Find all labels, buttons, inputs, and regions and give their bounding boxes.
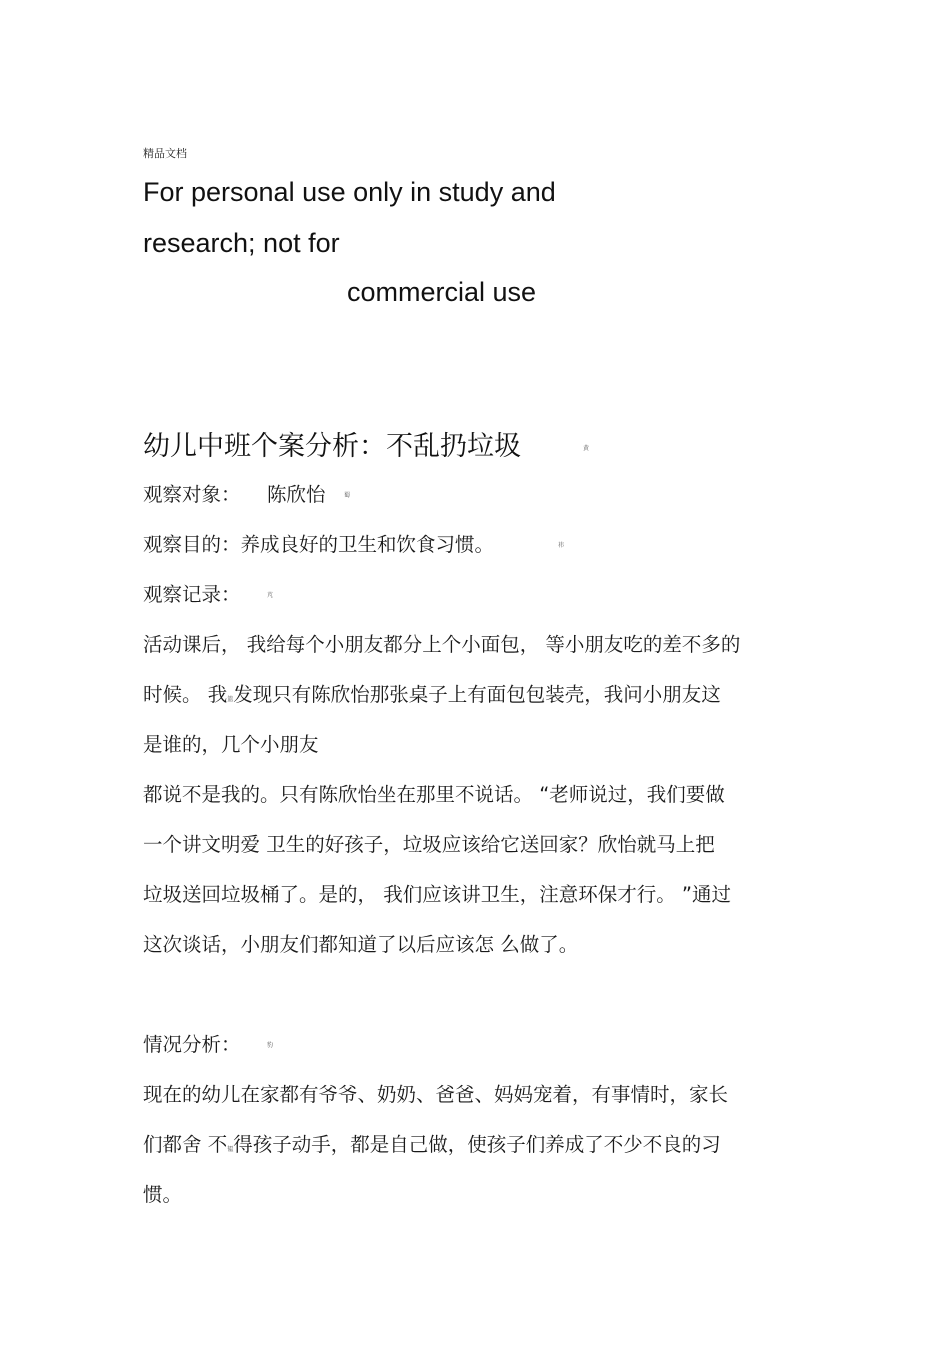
- record-line-4: 都说不是我的。只有陈欣怡坐在那里不说话。 “老师说过，我们要做: [143, 783, 725, 806]
- disclaimer-line-1: For personal use only in study and: [143, 177, 556, 207]
- disclaimer-line-2: research; not for: [143, 228, 340, 258]
- header-label: 精品文档: [143, 147, 187, 160]
- document-title: 幼儿中班个案分析：不乱扔垃圾: [143, 431, 521, 462]
- record-line-2: [143, 679, 721, 707]
- analysis-line-1: 现在的幼儿在家都有爷爷、奶奶、爸爸、妈妈宠着，有事情时，家长: [143, 1083, 729, 1106]
- analysis-line-2: [143, 1129, 721, 1157]
- record-line-7: 这次谈话，小朋友们都知道了以后应该怎 么做了。: [143, 933, 579, 956]
- title-mark: 黄: [583, 445, 590, 452]
- disclaimer-line-3: commercial use: [347, 277, 537, 307]
- analysis-line-2-start: 们都舍 不: [143, 1133, 228, 1156]
- analysis-line-2-mark: 韫: [227, 1146, 234, 1153]
- analysis-mark: 豹: [267, 1042, 274, 1049]
- record-line-5: 一个讲文明爱 卫生的好孩子，垃圾应该给它送回家？欣怡就马上把: [143, 833, 715, 856]
- subject-mark: 蜀: [344, 492, 351, 499]
- record-line-2-start: 时候。 我: [143, 683, 228, 706]
- record-mark: 芃: [267, 592, 274, 599]
- analysis-line-3: 惯。: [143, 1183, 183, 1206]
- purpose-line: 观察目的：养成良好的卫生和饮食习惯。: [143, 533, 495, 556]
- record-line-1: 活动课后， 我给每个小朋友都分上个小面包， 等小朋友吃的差不多的: [143, 633, 741, 656]
- record-line-6: 垃圾送回垃圾桶了。是的， 我们应该讲卫生，注意环保才行。 ”通过: [143, 883, 731, 906]
- purpose-mark: 祎: [558, 542, 565, 549]
- record-line-2-mark: 篮: [227, 696, 234, 703]
- record-line-3: 是谁的，几个小朋友: [143, 733, 319, 756]
- record-line-2-rest: 发现只有陈欣怡那张桌子上有面包包装壳，我问小朋友这: [233, 683, 721, 706]
- subject-name: 陈欣怡: [267, 483, 326, 506]
- analysis-label: 情况分析：: [143, 1033, 241, 1056]
- analysis-line-2-rest: 得孩子动手，都是自己做，使孩子们养成了不少不良的习: [233, 1133, 721, 1156]
- record-label: 观察记录：: [143, 583, 241, 606]
- subject-label: 观察对象：: [143, 483, 241, 506]
